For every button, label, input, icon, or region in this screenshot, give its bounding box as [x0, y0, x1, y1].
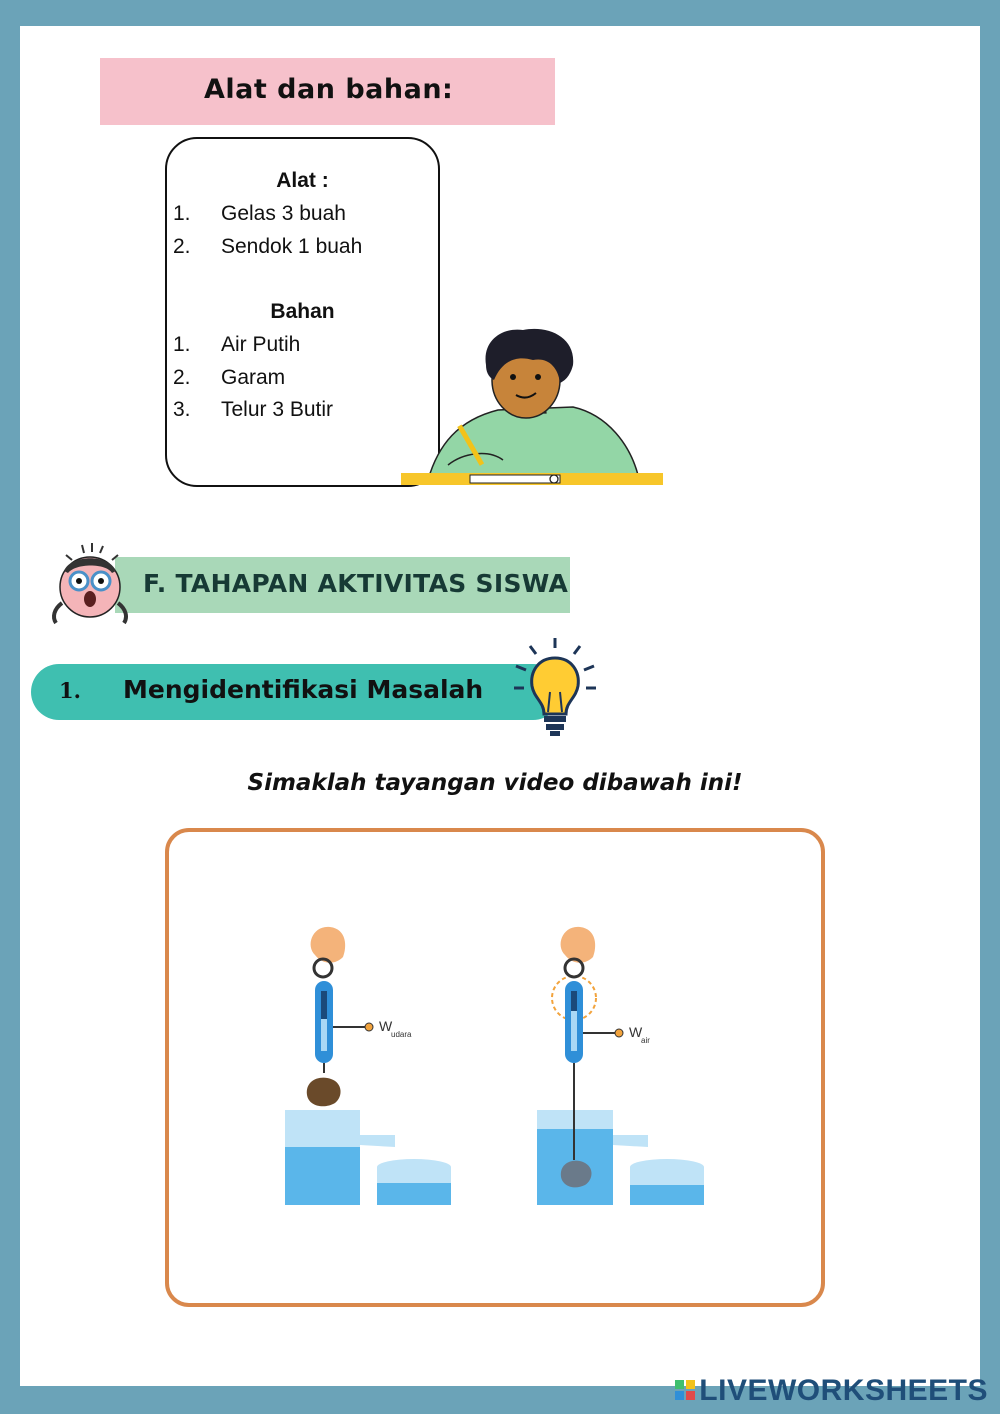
- list-item: 3. Telur 3 Butir: [173, 398, 334, 421]
- step-title: Mengidentifikasi Masalah: [123, 675, 484, 704]
- tools-heading-banner: [100, 58, 555, 125]
- alat-title: Alat :: [276, 169, 329, 192]
- list-item: 1. Gelas 3 buah: [173, 202, 346, 225]
- label-w-air: W: [629, 1024, 643, 1040]
- section-banner: [115, 557, 570, 613]
- bahan-title: Bahan: [270, 300, 335, 323]
- step-number: 1.: [59, 678, 81, 703]
- list-item: 1. Air Putih: [173, 333, 301, 356]
- tools-heading: Alat dan bahan:: [204, 74, 454, 105]
- surprised-face-icon: [48, 543, 130, 628]
- svg-text:udara: udara: [391, 1030, 412, 1039]
- left-apparatus: [285, 927, 451, 1205]
- buoyancy-illustration: [265, 915, 725, 1215]
- logo-grid-icon: [675, 1380, 695, 1400]
- step-banner: [31, 664, 561, 720]
- list-item: 2. Sendok 1 buah: [173, 235, 363, 258]
- lightbulb-icon: [508, 636, 603, 738]
- instruction-text: Simaklah tayangan video dibawah ini!: [247, 770, 743, 796]
- label-w-udara: W: [379, 1018, 393, 1034]
- list-item: 2. Garam: [173, 366, 286, 389]
- boy-writing-illustration: [398, 325, 666, 490]
- svg-text:air: air: [641, 1036, 650, 1045]
- logo-text: LIVEWORKSHEETS: [699, 1374, 988, 1407]
- right-apparatus: [537, 927, 704, 1205]
- liveworksheets-logo[interactable]: [675, 1374, 988, 1408]
- section-title: F. TAHAPAN AKTIVITAS SISWA: [143, 569, 569, 598]
